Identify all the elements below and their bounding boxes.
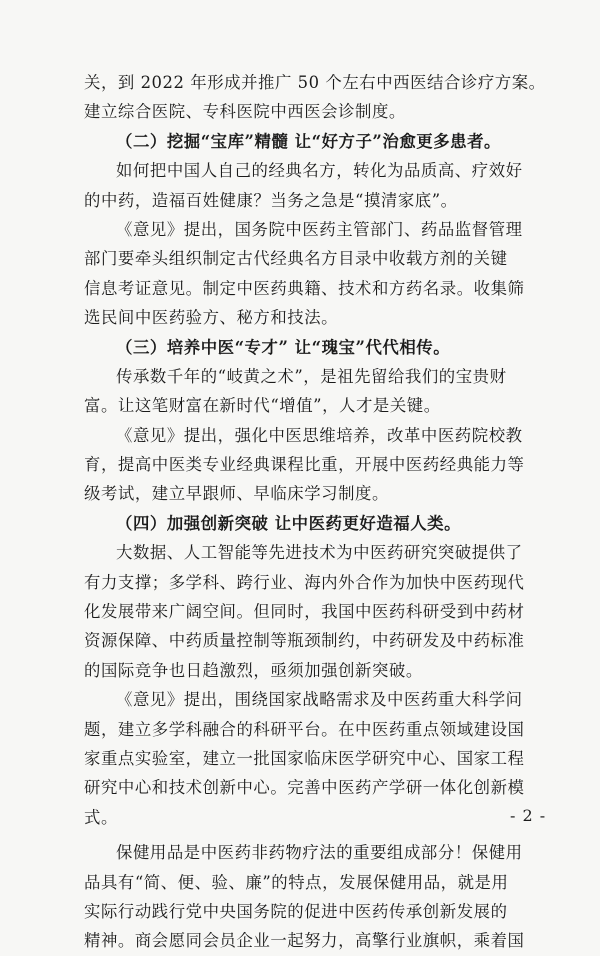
- text-line: 建立综合医院、专科医院中西医会诊制度。: [84, 102, 406, 122]
- text-line: 品具有“简、便、验、廉”的特点，发展保健用品，就是用: [84, 872, 509, 892]
- text-line: 如何把中国人自己的经典名方，转化为品质高、疗效好: [116, 161, 523, 181]
- text-line: 精神。商会愿同会员企业一起努力，高擎行业旗帜，乘着国: [84, 931, 525, 951]
- text-line: 选民间中医药验方、秘方和技法。: [84, 308, 339, 328]
- text-line: 实际行动践行党中央国务院的促进中医药传承创新发展的: [84, 901, 508, 921]
- text-line: 资源保障、中药质量控制等瓶颈制约，中药研发及中药标准: [84, 631, 525, 651]
- text-line: 的国际竞争也日趋激烈，亟须加强创新突破。: [84, 660, 423, 680]
- text-line: 研究中心和技术创新中心。完善中医药产学研一体化创新模: [84, 778, 525, 798]
- section-heading-3: （三）培养中医“专才” 让“瑰宝”代代相传。: [116, 337, 451, 357]
- section-heading-4: （四）加强创新突破 让中医药更好造福人类。: [116, 513, 462, 533]
- text-line: 部门要牵头组织制定古代经典名方目录中收载方剂的关键: [84, 249, 508, 269]
- page-number: - 2 -: [510, 806, 547, 825]
- text-line: 家重点实验室，建立一批国家临床医学研究中心、国家工程: [84, 748, 525, 768]
- text-line: 级考试，建立早跟师、早临床学习制度。: [84, 484, 389, 504]
- text-line: 有力支撑；多学科、跨行业、海内外合作为加快中医药现代: [84, 572, 525, 592]
- text-line: 保健用品是中医药非药物疗法的重要组成部分！保健用: [116, 843, 523, 863]
- text-line: 《意见》提出，围绕国家战略需求及中医药重大科学问: [116, 690, 523, 710]
- text-line: 化发展带来广阔空间。但同时，我国中医药科研受到中药材: [84, 602, 525, 622]
- text-line: 《意见》提出，强化中医思维培养，改革中医药院校教: [116, 425, 523, 445]
- text-line: 传承数千年的“岐黄之术”，是祖先留给我们的宝贵财: [116, 366, 507, 386]
- text-line: 信息考证意见。制定中医药典籍、技术和方药名录。收集筛: [84, 278, 525, 298]
- section-heading-2: （二）挖掘“宝库”精髓 让“好方子”治愈更多患者。: [116, 131, 501, 151]
- text-line: 式。: [84, 807, 118, 827]
- text-line: 题，建立多学科融合的科研平台。在中医药重点领域建设国: [84, 719, 525, 739]
- body-text: [84, 68, 546, 956]
- text-line: 大数据、人工智能等先进技术为中医药研究突破提供了: [116, 543, 523, 563]
- text-line: 的中药，造福百姓健康？当务之急是“摸清家底”。: [84, 190, 458, 210]
- text-line: 富。让这笔财富在新时代“增值”，人才是关键。: [84, 396, 441, 416]
- text-line: 《意见》提出，国务院中医药主管部门、药品监督管理: [116, 219, 523, 239]
- text-line: 关，到 2022 年形成并推广 50 个左右中西医结合诊疗方案。: [84, 73, 546, 92]
- text-line: 育，提高中医类专业经典课程比重，开展中医药经典能力等: [84, 455, 525, 475]
